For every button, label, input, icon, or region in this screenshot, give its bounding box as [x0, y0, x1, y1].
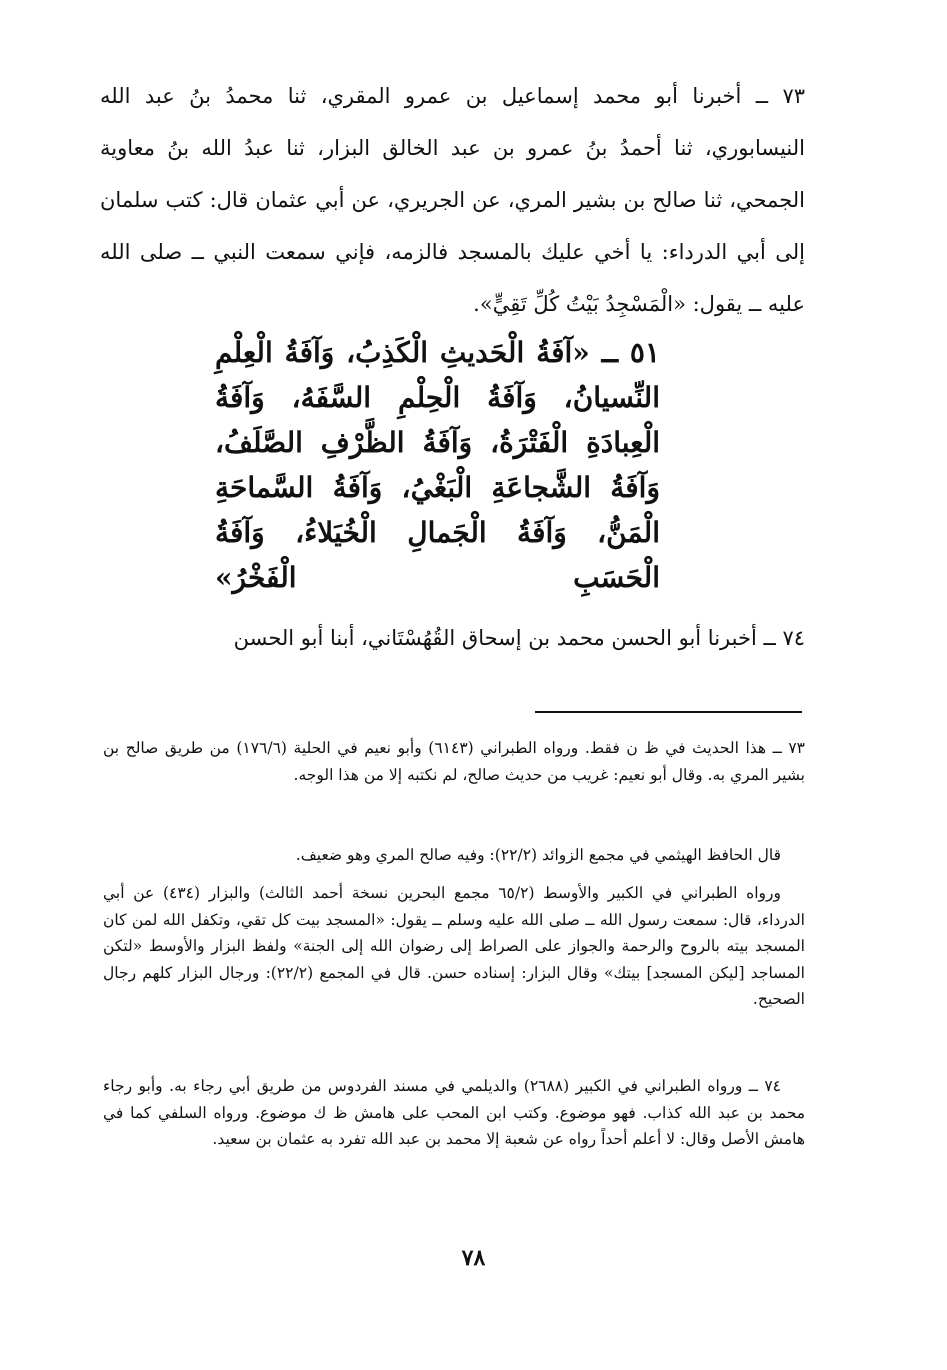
footnote-73: ٧٣ ــ هذا الحديث في ظ ن فقط. ورواه الطبراني (٦١٤٣) وأبو نعيم في الحلية (١٧٦/٦) من طريق صالح بن بشير المري به. وقال أبو نعيم: غريب من حديث صالح، لم نكتبه إلا من هذا الوجه. — [103, 739, 806, 784]
footnote-73-tabarani: ورواه الطبراني في الكبير والأوسط (٦٥/٢ مجمع البحرين نسخة أحمد الثالث) والبزار (٤٣٤) عن أبي الدرداء، قال: سمعت رسول الله ــ صلى الله عليه وسلم ــ يقول: «المسجد بيت كل تقي، وتكفل الله لمن كان المسجد بيته بالروح والرحمة والجواز على الصراط إلى رضوان الله إلى الجنة» ولفظ البزار والأوسط «لتكن المساجد [ليكن المسجد] بيتك» وقال البزار: إسناده حسن. قال في المجمع (٢٢/٢): ورجال البزار كلهم رجال الصحيح. — [103, 884, 805, 1008]
footnote-74: ٧٤ ــ ورواه الطبراني في الكبير (٢٦٨٨) والديلمي في مسند الفردوس من طريق أبي رجاء به. وأبو رجاء محمد بن عبد الله كذاب. فهو موضوع. وكتب ابن المحب على هامش ظ ك موضوع. ورواه السلفي كما في هامش الأصل وقال: لا أعلم أحداً رواه عن شعبة إلا محمد بن عبد الله تفرد به عثمان بن سعيد. — [103, 1077, 805, 1148]
footnote-73-haythami: قال الحافظ الهيثمي في مجمع الزوائد (٢٢/٢): وفيه صالح المري وهو ضعيف. — [295, 846, 781, 864]
page-number: ٧٨ — [461, 1245, 486, 1271]
hadith-74-paragraph: ٧٤ ــ أخبرنا أبو الحسن محمد بن إسحاق القُهُسْتَاني، أبنا أبو الحسن — [233, 626, 805, 650]
footnote-separator — [535, 711, 802, 713]
hadith-51-quote: ٥١ ــ «آفَةُ الْحَديثِ الْكَذِبُ، وَآفَةُ الْعِلْمِ النِّسيانُ، وَآفَةُ الْحِلْمِ السَّفَهُ، وَآفَةُ الْعِبادَةِ الْفَتْرَةُ، وَآفَةُ الظَّرْفِ الصَّلَفُ، وَآفَةُ الشَّجاعَةِ الْبَغْيُ، وَآفَةُ السَّماحَةِ الْمَنُّ، وَآفَةُ الْجَمالِ الْخُيَلاءُ، وَآفَةُ الْحَسَبِ الْفَخْرُ» — [215, 336, 660, 594]
hadith-73-paragraph: ٧٣ ــ أخبرنا أبو محمد إسماعيل بن عمرو المقري، ثنا محمدُ بنُ عبد الله النيسابوري، ثنا أحمدُ بنُ عمرو بن عبد الخالق البزار، ثنا عبدُ الله بنُ معاوية الجمحي، ثنا صالح بن بشير المري، عن الجريري، عن أبي عثمان قال: كتب سلمان إلى أبي الدرداء: يا أخي عليك بالمسجد فالزمه، فإني سمعت النبي ــ صلى الله عليه ــ يقول: «الْمَسْجِدُ بَيْتُ كُلِّ تَقِيٍّ». — [100, 84, 805, 316]
